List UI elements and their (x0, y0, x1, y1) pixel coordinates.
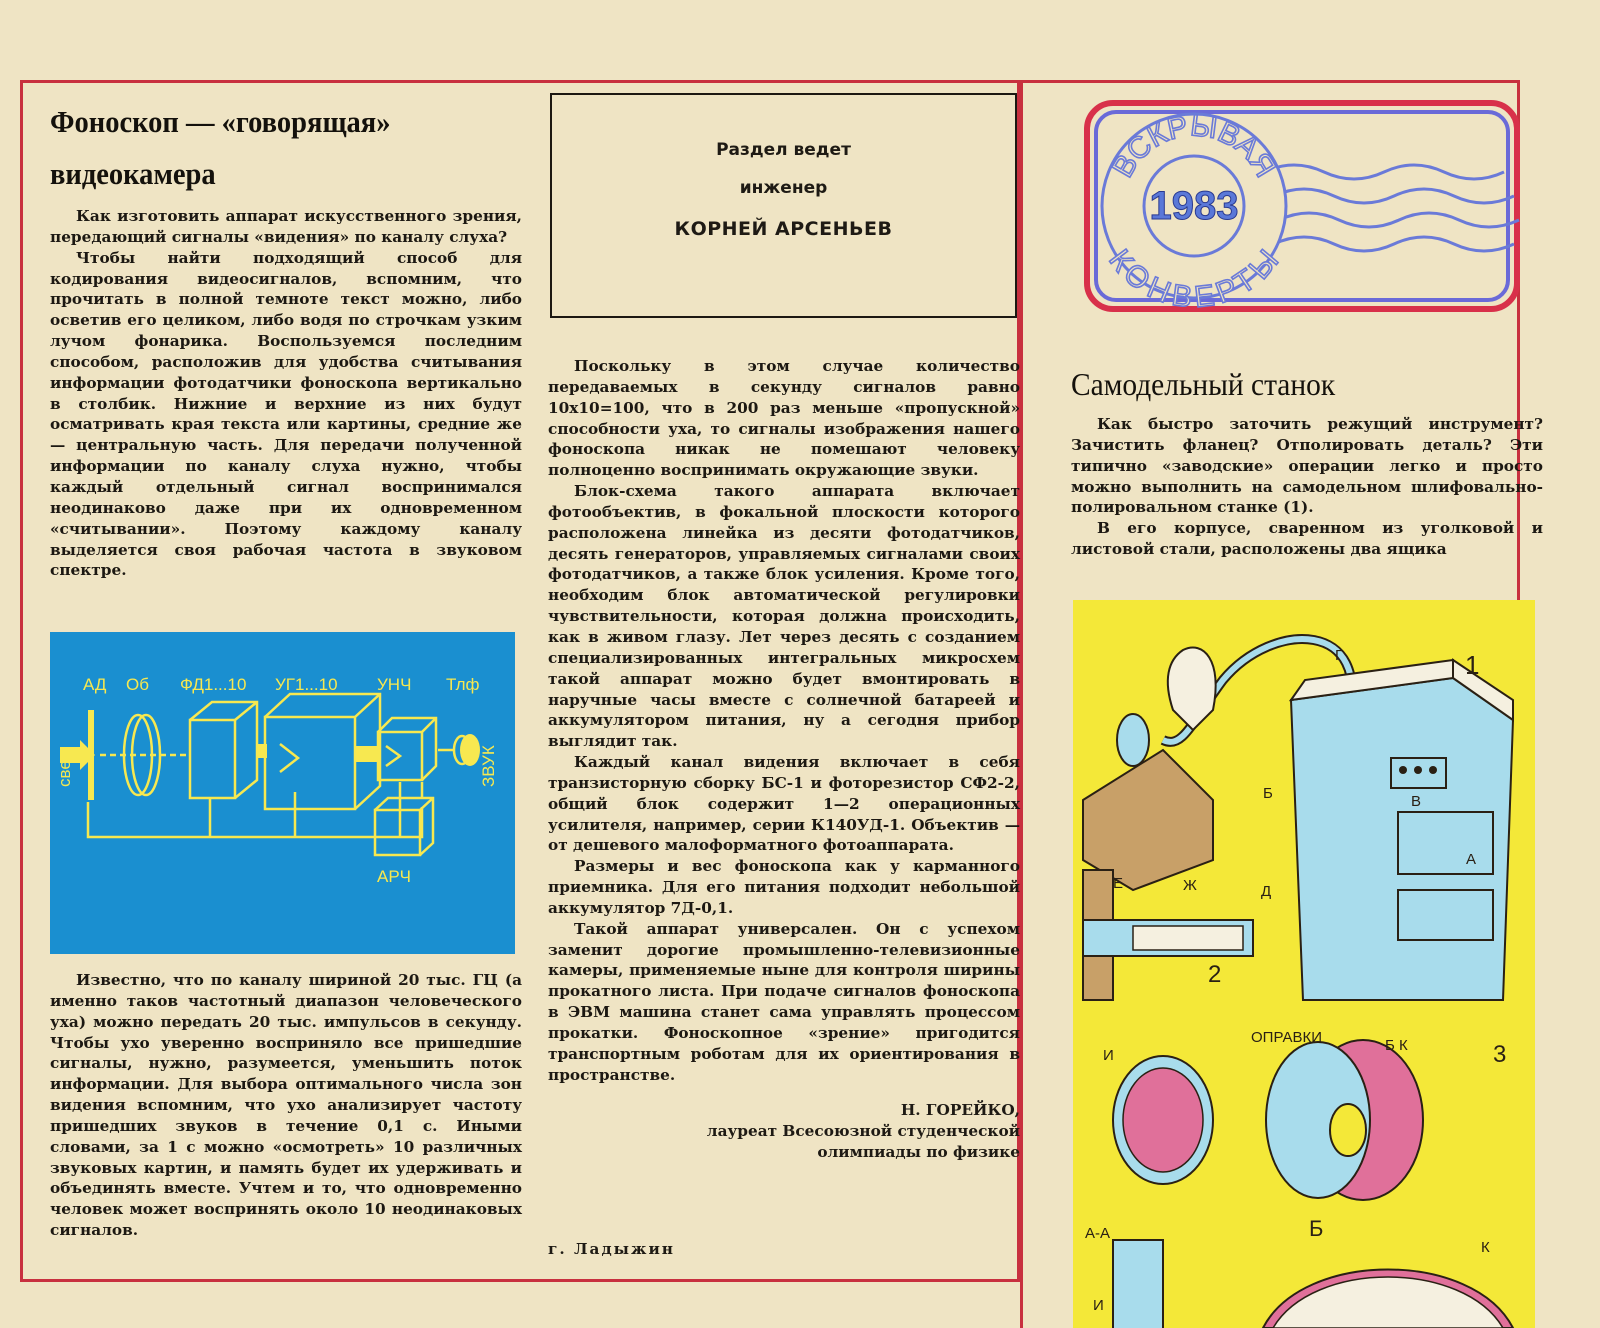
fig2-label-e: Е (1113, 875, 1124, 892)
article1-title-line1: Фоноскоп — «говорящая» (50, 104, 391, 139)
fig2-label-v: В (1411, 793, 1422, 810)
stamp-top-text: ВСКРЫВАЯ (1106, 109, 1282, 183)
fig2-label-zh: Ж (1183, 877, 1197, 894)
label-unch: УНЧ (377, 675, 412, 694)
machine-figure (1073, 600, 1535, 1328)
article1-para6: Каждый канал видения включает в себя транзисторную сборку БС-1 и фоторезистор СФ2-2, общий блок содержит 1—2 операционных усилителя, например, серии К140УД-1. Объектив — от дешевого малоформатного фотоаппарата. (548, 753, 1020, 855)
fig2-label-i2: И (1093, 1297, 1104, 1314)
stamp-year: 1983 (1149, 184, 1239, 228)
fig2-label-3: 3 (1493, 1041, 1507, 1068)
article1-para1: Как изготовить аппарат искусственного зрения, передающий сигналы «видения» по каналу слуха? (50, 207, 522, 246)
editor-line1: Раздел ведет (716, 140, 851, 160)
block-diagram-svg (50, 632, 515, 954)
article1-para3: Известно, что по каналу шириной 20 тыс. ГЦ (а именно таков частотный диапазон человеческого уха) можно передать 20 тыс. импульсов в секунду. Чтобы ухо уверенно восприняло все пришедшие сигналы, нужно, разумеется, уменьшить поток информации. Для выбора оптимального числа зон видения вспомним, что ухо анализирует частоту пришедших звуков в течение 0,1 с. Иными словами, за 1 с можно «осмотреть» 10 различных звуковых картин, и память будет их удерживать и объединять вместе. Учтем и то, что одновременно человек может воспринять около 10 неодинаковых сигналов. (50, 971, 522, 1240)
label-svet: свет (55, 752, 74, 787)
label-fd: ФД1...10 (180, 675, 247, 694)
fig2-label-a: А (1466, 851, 1477, 868)
article2-para2: В его корпусе, сваренном из уголковой и листовой стали, расположены два ящика (1071, 519, 1543, 559)
article1-para5: Блок-схема такого аппарата включает фотообъектив, в фокальной плоскости которого расположена линейка из десяти фотодатчиков, десять генераторов, управляемых сигналами своих фотодатчиков, а также блок усиления. Кроме того, необходим блок автоматической регулировки чувствительности, которая должна происходить, как в живом глазу. Лет через десять с созданием специализированных интегральных микросхем такой аппарат можно будет вмонтировать в наручные часы вместе с солнечной батареей и аккумулятором питания, ну а сегодня прибор выглядит так. (548, 482, 1020, 751)
article1-para8: Такой аппарат универсален. Он с успехом заменит дорогие промышленно-телевизионные камеры, применяемые ныне для контроля ширины прокатного листа. При подаче сигналов фоноскопа в ЭВМ машина станет сама управлять процессом прокатки. Фоноскопное «зрение» пригодится транспортным роботам для их ориентирования в пространстве. (548, 919, 1020, 1084)
article1-column1 (50, 96, 522, 581)
fig2-label-2: 2 (1208, 961, 1222, 988)
fig2-label-opravki: ОПРАВКИ (1251, 1029, 1322, 1046)
fig2-label-b2: Б (1309, 1216, 1324, 1241)
author-city: г. Ладыжин (548, 1240, 675, 1258)
section-editor-box (550, 93, 1017, 318)
editor-name: КОРНЕЙ АРСЕНЬЕВ (674, 218, 893, 240)
author-name: Н. ГОРЕЙКО, (900, 1100, 1020, 1119)
article1-column1-continued (50, 970, 522, 1241)
article1-para4: Поскольку в этом случае количество передаваемых в секунду сигналов равно 10x10=100, что в 200 раз меньше «пропускной» способности уха, то сигналы изображения нашего фоноскопа никак не помешают человеку полноценно воспринимать окружающие звуки. (548, 357, 1020, 480)
block-diagram-figure (50, 632, 515, 954)
label-ob: Об (126, 675, 149, 694)
article1-column2 (548, 356, 1020, 1163)
article2-title: Самодельный станок (1071, 366, 1336, 402)
stamp-bottom-text: КОНВЕРТЫ (1102, 243, 1286, 312)
article1-para2: Чтобы найти подходящий способ для кодирования видеосигналов, вспомним, что прочитать в полной темноте текст можно, либо осветив его целиком, либо водя по строчкам узким лучом фонарика. Воспользуемся последним способом, расположив для удобства считывания информации фотодатчики фоноскопа вертикально в столбик. Нижние и верхние из них будут осматривать края текста или картины, средние же — центральную часть. Для передачи полученной информации по каналу слуха нужно, чтобы каждый отдельный сигнал воспринимался неодинаково даже при их одновременном «считывании». Поэтому каждому каналу выделяется своя рабочая частота в звуковом спектре. (50, 248, 522, 580)
author-title-line2: олимпиады по физике (817, 1142, 1020, 1161)
fig2-label-aa: А-А (1085, 1225, 1111, 1242)
label-ad: АД (83, 675, 107, 694)
article2-column (1071, 358, 1543, 560)
stamp-svg (1084, 100, 1520, 312)
fig2-label-i: И (1103, 1047, 1114, 1064)
article1-para7: Размеры и вес фоноскопа как у карманного приемника. Для его питания подходит небольшой аккумулятор 7Д-0,1. (548, 857, 1020, 917)
label-ug: УГ1...10 (275, 675, 338, 694)
fig2-label-d: Д (1261, 883, 1272, 900)
fig2-label-bk: Б К (1385, 1037, 1408, 1054)
rubric-stamp (1084, 100, 1520, 312)
editor-line2: инженер (739, 178, 828, 198)
label-tlf: Тлф (446, 675, 480, 694)
fig2-label-b: Б (1263, 785, 1273, 802)
article2-para1: Как быстро заточить режущий инструмент? Зачистить фланец? Отполировать деталь? Эти типично «заводские» операции легко и просто можно выполнить на самодельном шлифовально-полировальном станке (1). (1071, 415, 1543, 517)
fig2-label-g: Г (1335, 647, 1344, 664)
fig2-label-k: К (1481, 1239, 1490, 1256)
author-title-line1: лауреат Всесоюзной студенческой (706, 1121, 1020, 1140)
label-arch: АРЧ (377, 867, 412, 886)
fig2-label-1: 1 (1465, 650, 1480, 680)
article1-title-line2: видеокамера (50, 156, 216, 191)
machine-svg (1073, 600, 1535, 1328)
label-zvuk: ЗВУК (479, 745, 498, 787)
